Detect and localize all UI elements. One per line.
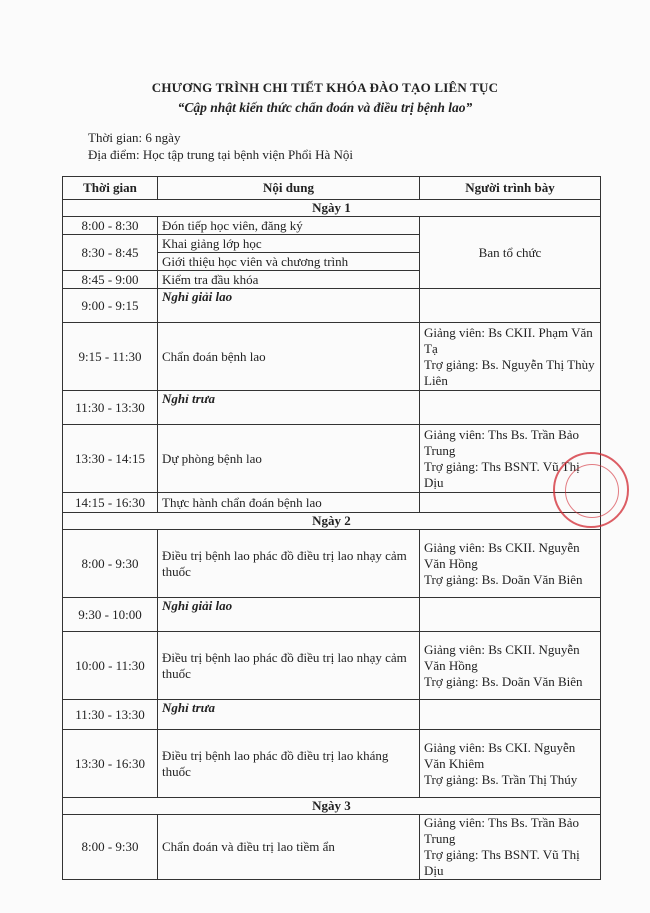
header-content: Nội dung: [158, 177, 420, 200]
presenter-cell: [420, 289, 601, 323]
lecturer-text: Giảng viên: Ths Bs. Trần Bảo Trung: [424, 426, 580, 458]
content-cell: Chẩn đoán bệnh lao: [158, 323, 420, 391]
table-row: [63, 425, 601, 493]
table-row: [63, 493, 601, 513]
presenter-cell: [420, 815, 601, 880]
content-cell: Điều trị bệnh lao phác đồ điều trị lao nhạy cảm thuốc: [158, 530, 420, 598]
day-label: Ngày 1: [63, 200, 601, 217]
assistant-text: Trợ giảng: Bs. Trần Thị Thúy: [424, 771, 578, 787]
time-cell: 9:15 - 11:30: [63, 323, 158, 391]
lecturer-text: Giảng viên: Bs CKI. Nguyễn Văn Khiêm: [424, 739, 576, 771]
assistant-text: Trợ giảng: Bs. Doãn Văn Biên: [424, 673, 583, 689]
table-row: [63, 530, 601, 598]
document-subtitle: “Cập nhật kiến thức chẩn đoán và điều trị bệnh lao”: [177, 100, 473, 115]
content-cell: Nghỉ trưa: [158, 700, 420, 730]
table-row: [63, 323, 601, 391]
content-cell: Nghỉ trưa: [158, 391, 420, 425]
time-cell: 8:30 - 8:45: [63, 235, 158, 271]
content-cell: Thực hành chẩn đoán bệnh lao: [158, 493, 420, 513]
table-row: [63, 598, 601, 632]
content-cell: Khai giảng lớp học: [158, 235, 420, 253]
table-row: [63, 815, 601, 880]
content-cell: Nghỉ giải lao: [158, 598, 420, 632]
assistant-text: Trợ giảng: Ths BSNT. Vũ Thị Dịu: [424, 458, 580, 490]
content-cell: Nghỉ giải lao: [158, 289, 420, 323]
content-cell: Điều trị bệnh lao phác đồ điều trị lao kháng thuốc: [158, 730, 420, 798]
time-cell: 8:00 - 9:30: [63, 815, 158, 880]
official-stamp: [553, 452, 629, 528]
time-cell: 13:30 - 16:30: [63, 730, 158, 798]
content-cell: Điều trị bệnh lao phác đồ điều trị lao nhạy cảm thuốc: [158, 632, 420, 700]
presenter-cell: [420, 700, 601, 730]
duration-text: Thời gian: 6 ngày: [88, 130, 181, 145]
presenter-cell: [420, 391, 601, 425]
time-cell: 9:30 - 10:00: [63, 598, 158, 632]
time-cell: 9:00 - 9:15: [63, 289, 158, 323]
assistant-text: Trợ giảng: Bs. Doãn Văn Biên: [424, 571, 583, 587]
presenter-cell: [420, 730, 601, 798]
day-label: Ngày 3: [63, 798, 601, 815]
day-row: [63, 798, 601, 815]
time-cell: 8:45 - 9:00: [63, 271, 158, 289]
header-time: Thời gian: [63, 177, 158, 200]
day-row: [63, 513, 601, 530]
content-cell: Dự phòng bệnh lao: [158, 425, 420, 493]
day-label: Ngày 2: [63, 513, 601, 530]
table-row: [63, 391, 601, 425]
presenter-cell: [420, 632, 601, 700]
time-cell: 14:15 - 16:30: [63, 493, 158, 513]
lecturer-text: Giảng viên: Bs CKII. Nguyễn Văn Hồng: [424, 539, 580, 571]
document-title: CHƯƠNG TRÌNH CHI TIẾT KHÓA ĐÀO TẠO LIÊN TỤC: [151, 80, 499, 95]
time-cell: 8:00 - 9:30: [63, 530, 158, 598]
time-cell: 11:30 - 13:30: [63, 700, 158, 730]
time-cell: 10:00 - 11:30: [63, 632, 158, 700]
location-text: Địa điểm: Học tập trung tại bệnh viện Phổi Hà Nội: [88, 147, 354, 162]
header-presenter: Người trình bày: [420, 177, 601, 200]
content-cell: Đón tiếp học viên, đăng ký: [158, 217, 420, 235]
content-cell: Chẩn đoán và điều trị lao tiềm ẩn: [158, 815, 420, 880]
content-cell: Giới thiệu học viên và chương trình: [158, 253, 420, 271]
presenter-cell: Ban tổ chức: [420, 217, 601, 289]
time-cell: 13:30 - 14:15: [63, 425, 158, 493]
presenter-cell: [420, 598, 601, 632]
content-cell: Kiểm tra đầu khóa: [158, 271, 420, 289]
time-cell: 11:30 - 13:30: [63, 391, 158, 425]
table-row: [63, 730, 601, 798]
assistant-text: Trợ giảng: Ths BSNT. Vũ Thị Dịu: [424, 847, 580, 878]
lecturer-text: Giảng viên: Bs CKII. Nguyễn Văn Hồng: [424, 641, 580, 673]
table-header-row: [63, 177, 601, 200]
schedule-table: [62, 176, 601, 880]
time-cell: 8:00 - 8:30: [63, 217, 158, 235]
stamp-inner-ring: [565, 464, 619, 518]
presenter-cell: [420, 323, 601, 391]
table-row: [63, 289, 601, 323]
table-row: [63, 632, 601, 700]
day-row: [63, 200, 601, 217]
lecturer-text: Giảng viên: Ths Bs. Trần Bảo Trung: [424, 815, 580, 846]
table-row: [63, 700, 601, 730]
assistant-text: Trợ giảng: Bs. Nguyễn Thị Thùy Liên: [424, 356, 595, 388]
table-row: [63, 217, 601, 235]
lecturer-text: Giảng viên: Bs CKII. Phạm Văn Tạ: [424, 324, 593, 356]
presenter-cell: [420, 530, 601, 598]
